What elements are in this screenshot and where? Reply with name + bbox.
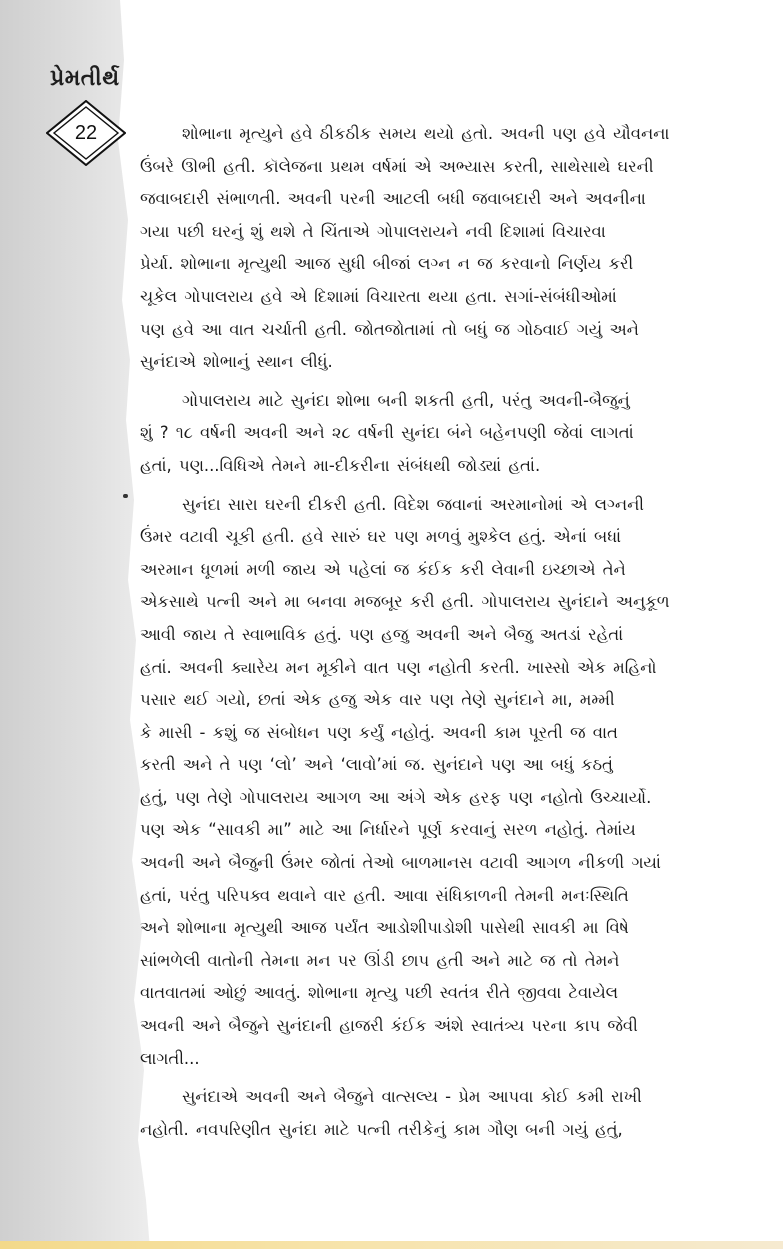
text-line: અવની અને બૈજુની ઉંમર જોતાં તેઓ બાળમાનસ વટાવી આગળ નીકળી ગયાં xyxy=(140,853,661,873)
text-line: હતાં. અવની ક્યારેય મન મૂકીને વાત પણ નહોતી કરતી. ખાસ્સો એક મહિનો xyxy=(140,657,657,677)
text-line: શોભાના મૃત્યુને હવે ઠીકઠીક સમય થયો હતો. અવની પણ હવે યૌવનના xyxy=(182,124,670,143)
text-line: હતાં, પણ...વિધિએ તેમને મા-દીકરીના સંબંધથી જોડ્યાં હતાં. xyxy=(140,455,541,475)
text-line: ઉંબરે ઊભી હતી. કૉલેજના પ્રથમ વર્ષમાં એ અભ્યાસ કરતી, સાથેસાથે ઘરની xyxy=(140,156,654,176)
text-line: સુનંદાએ અવની અને બૈજુને વાત્સલ્ય - પ્રેમ આપવા કોઈ કમી રાખી xyxy=(182,1087,642,1107)
text-line: અવની અને બૈજુને સુનંદાની હાજરી કંઈક અંશે સ્વાતંત્ર્ય પરના કાપ જેવી xyxy=(140,1016,638,1036)
text-line: પ્રેર્યા. શોભાના મૃત્યુથી આજ સુધી બીજાં લગ્ન ન જ કરવાનો નિર્ણય કરી xyxy=(140,254,634,274)
text-line: હતાં, પરંતુ પરિપક્વ થવાને વાર હતી. આવા સંધિકાળની તેમની મનઃસ્થિતિ xyxy=(140,885,629,905)
text-line: અરમાન ધૂળમાં મળી જાય એ પહેલાં જ કંઈક કરી લેવાની ઇચ્છાએ તેને xyxy=(140,559,626,579)
text-line: અને શોભાના મૃત્યુથી આજ પર્યંત આડોશીપાડોશી પાસેથી સાવકી મા વિષે xyxy=(140,918,629,938)
text-line: ઉંમર વટાવી ચૂકી હતી. હવે સારું ઘર પણ મળવું મુશ્કેલ હતું. એનાં બધાં xyxy=(140,527,622,547)
text-line: સુનંદા સારા ઘરની દીકરી હતી. વિદેશ જવાનાં અરમાનોમાં એ લગ્નની xyxy=(182,494,644,514)
text-line: ચૂકેલ ગોપાલરાય હવે એ દિશામાં વિચારતા થયા હતા. સગાં-સંબંધીઓમાં xyxy=(140,286,617,306)
body-text xyxy=(140,118,728,1146)
text-line: કે માસી - કશું જ સંબોધન પણ કર્યું નહોતું. અવની કામ પૂરતી જ વાત xyxy=(140,722,618,742)
book-title: પ્રેમતીર્થ xyxy=(50,66,120,91)
text-line: પસાર થઈ ગયો, છતાં એક હજુ એક વાર પણ તેણે સુનંદાને મા, મમ્મી xyxy=(140,690,615,710)
text-line: પણ એક “સાવકી મા” માટે આ નિર્ધારને પૂર્ણ કરવાનું સરળ નહોતું. તેમાંય xyxy=(140,820,636,840)
text-line: કરતી અને તે પણ ‘લો’ અને ‘લાવો’માં જ. સુનંદાને પણ આ બધું કઠતું xyxy=(140,755,613,775)
text-line: ગયા પછી ઘરનું શું થશે તે ચિંતાએ ગોપાલરાયને નવી દિશામાં વિચારવા xyxy=(140,221,606,241)
text-line: એકસાથે પત્ની અને મા બનવા મજબૂર કરી હતી. ગોપાલરાય સુનંદાને અનુકૂળ xyxy=(140,592,670,612)
text-line: શું ? ૧૮ વર્ષની અવની અને ૨૮ વર્ષની સુનંદા બંને બહેનપણી જેવાં લાગતાં xyxy=(140,423,634,443)
text-line: સુનંદાએ શોભાનું સ્થાન લીધું. xyxy=(140,352,333,372)
text-line: લાગતી... xyxy=(140,1048,200,1068)
bottom-color-band xyxy=(0,1241,783,1249)
text-line: ગોપાલરાય માટે સુનંદા શોભા બની શકતી હતી, પરંતુ અવની-બૈજુનું xyxy=(182,390,630,410)
text-line: આવી જાય તે સ્વાભાવિક હતું. પણ હજુ અવની અને બૈજુ અતડાં રહેતાં xyxy=(140,624,624,644)
speck-mark xyxy=(123,494,128,498)
page-number: 22 xyxy=(74,122,98,144)
text-line: હતું, પણ તેણે ગોપાલરાય આગળ આ અંગે એક હરફ પણ નહોતો ઉચ્ચાર્યો. xyxy=(140,787,652,807)
text-line: જવાબદારી સંભાળતી. અવની પરની આટલી બધી જવાબદારી અને અવનીના xyxy=(140,189,646,209)
text-line: સાંભળેલી વાતોની તેમના મન પર ઊંડી છાપ હતી અને માટે જ તો તેમને xyxy=(140,950,620,970)
text-line: પણ હવે આ વાત ચર્ચાતી હતી. જોતજોતામાં તો બધું જ ગોઠવાઈ ગયું અને xyxy=(140,319,639,339)
text-line: વાતવાતમાં ઓછું આવતું. શોભાના મૃત્યુ પછી સ્વતંત્ર રીતે જીવવા ટેવાયેલ xyxy=(140,983,619,1003)
torn-paper-strip xyxy=(0,0,160,1249)
text-line: નહોતી. નવપરિણીત સુનંદા માટે પત્ની તરીકેનું કામ ગૌણ બની ગયું હતું, xyxy=(140,1119,623,1139)
